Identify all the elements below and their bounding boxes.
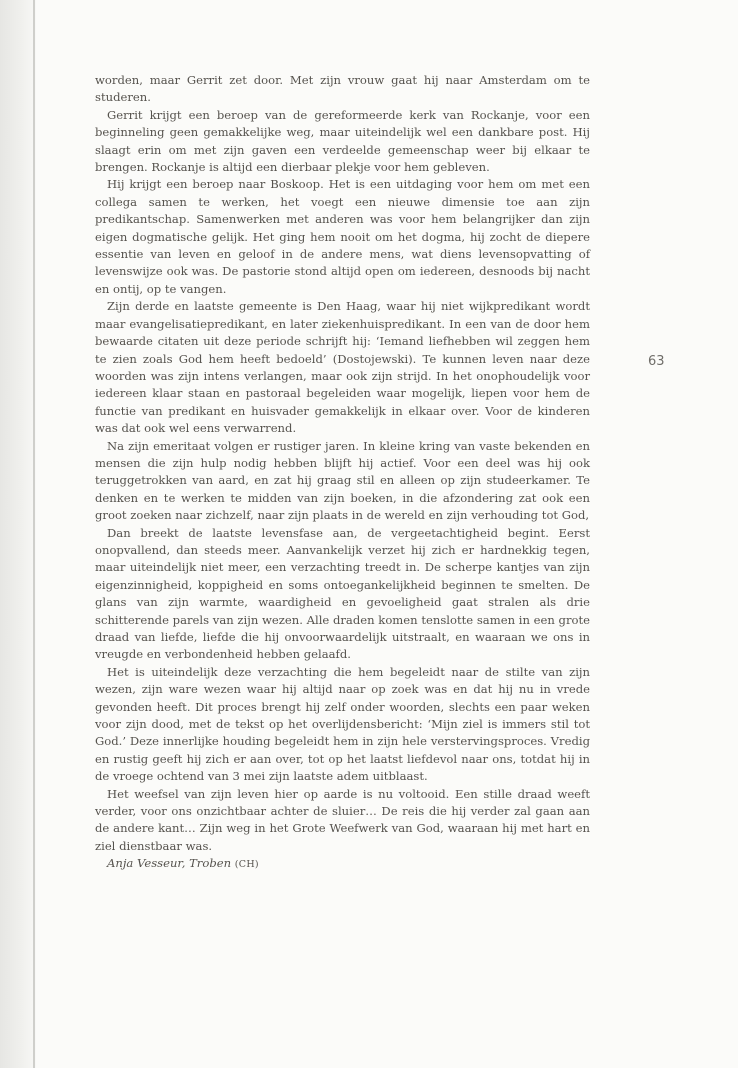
- author-name: Anja Vesseur, Troben: [107, 856, 232, 871]
- book-gutter: [0, 0, 36, 1068]
- paragraph-5: Na zijn emeritaat volgen er rustiger jaren. In kleine kring van vaste bekenden en mensen die zijn hulp nodig hebben blijft hij actief. Voor een deel was hij ook teruggetrokken van aard, en zat hij graag stil en alleen op zijn studeerkamer. Te denken en te werken te midden van zijn boeken, in die afzondering zat ook een groot zoeken naar zichzelf, naar zijn plaats in de wereld en zijn verhouding tot God,: [95, 438, 590, 523]
- author-signature: [95, 855, 590, 873]
- gutter-line: [33, 0, 35, 1068]
- paragraph-3: Hij krijgt een beroep naar Boskoop. Het is een uitdaging voor hem om met een collega samen te werken, het voegt een nieuwe dimensie toe aan zijn predikantschap. Samenwerken met anderen was voor hem belangrijker dan zijn eigen dogmatische gelijk. Het ging hem nooit om het dogma, hij zocht de diepere essentie van leven en geloof in de andere mens, wat diens levensopvatting of levenswijze ook was. De pastorie stond altijd open om iedereen, desnoods bij nacht en ontij, op te vangen.: [95, 177, 590, 296]
- author-region: (CH): [234, 859, 259, 871]
- paragraph-4: Zijn derde en laatste gemeente is Den Haag, waar hij niet wijkpredikant wordt maar evangelisatiepredikant, en later ziekenhuispredikant. In een van de door hem bewaarde citaten uit deze periode schrijft hij: ‘Iemand liefhebben wil zeggen hem te zien zoals God hem heeft bedoeld’ (Dostojewski). Te kunnen leven naar deze woorden was zijn intens verlangen, maar ook zijn strijd. In het onophoudelijk voor iedereen klaar staan en pastoraal begeleiden waar mogelijk, liepen voor hem de functie van predikant en huisvader gemakkelijk in elkaar over. Voor de kinderen was dat ook wel eens verwarrend.: [95, 299, 590, 436]
- paragraph-6: Dan breekt de laatste levensfase aan, de vergeetachtigheid begint. Eerst onopvallend, dan steeds meer. Aanvankelijk verzet hij zich er hardnekkig tegen, maar uiteindelijk niet meer, een verzachting treedt in. De scherpe kantjes van zijn eigenzinnigheid, koppigheid en soms ontoegankelijkheid beginnen te smelten. De glans van zijn warmte, waardigheid en gevoeligheid gaat stralen als drie schitterende parels van zijn wezen. Alle draden komen tenslotte samen in een grote draad van liefde, liefde die hij onvoorwaardelijk uitstraalt, en waaraan we ons in vreugde en verbondenheid hebben gelaafd.: [95, 525, 590, 662]
- article-body: [95, 72, 590, 874]
- page-number: 63: [648, 354, 665, 369]
- paragraph-1: worden, maar Gerrit zet door. Met zijn vrouw gaat hij naar Amsterdam om te studeren.: [95, 73, 590, 105]
- paragraph-2: Gerrit krijgt een beroep van de gereformeerde kerk van Rockanje, voor een beginneling geen gemakkelijke weg, maar uiteindelijk wel een dankbare post. Hij slaagt erin om met zijn gaven een verdeelde gemeenschap weer bij elkaar te brengen. Rockanje is altijd een dierbaar plekje voor hem gebleven.: [95, 107, 590, 175]
- paragraph-7: Het is uiteindelijk deze verzachting die hem begeleidt naar de stilte van zijn wezen, zijn ware wezen waar hij altijd naar op zoek was en dat hij nu in vrede gevonden heeft. Dit proces brengt hij zelf onder woorden, slechts een paar weken voor zijn dood, met de tekst op het overlijdensbericht: ‘Mijn ziel is immers stil tot God.’ Deze innerlijke houding begeleidt hem in zijn hele verstervingsproces. Vredig en rustig geeft hij zich er aan over, tot op het laatst liefdevol naar ons, totdat hij in de vroege ochtend van 3 mei zijn laatste adem uitblaast.: [95, 664, 590, 784]
- paragraph-8: Het weefsel van zijn leven hier op aarde is nu voltooid. Een stille draad weeft verder, voor ons onzichtbaar achter de sluier… De reis die hij verder zal gaan aan de andere kant… Zijn weg in het Grote Weefwerk van God, waaraan hij met hart en ziel dienstbaar was.: [95, 786, 590, 853]
